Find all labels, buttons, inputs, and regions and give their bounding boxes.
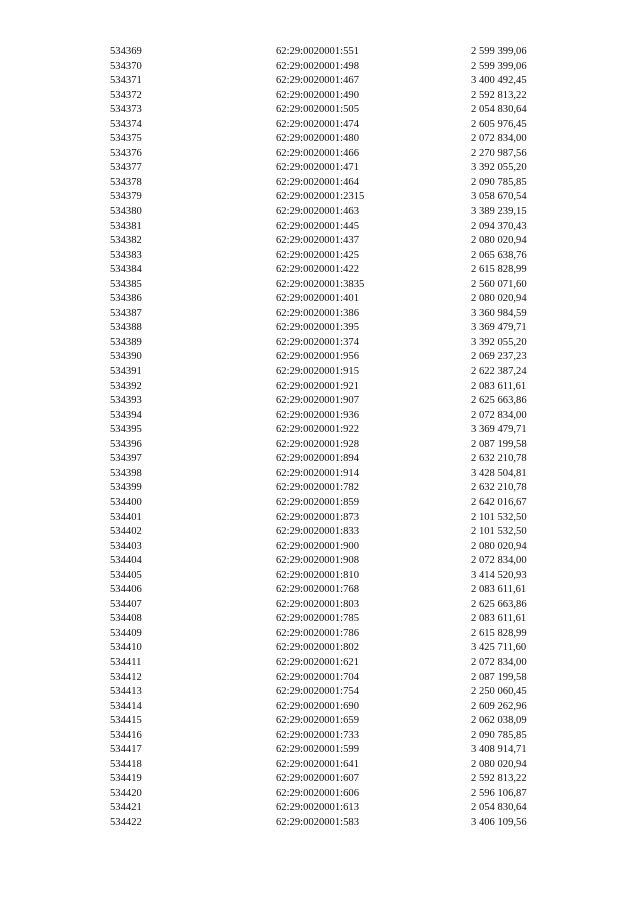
cadastral-number: 62:29:0020001:915 [276, 366, 359, 378]
cadastral-number: 62:29:0020001:908 [276, 555, 359, 567]
row-id: 534379 [110, 191, 142, 203]
cadastral-value: 3 414 520,93 [471, 569, 527, 581]
row-id: 534373 [110, 104, 142, 116]
cadastral-number: 62:29:0020001:498 [276, 60, 359, 72]
cadastral-number: 62:29:0020001:928 [276, 438, 359, 450]
row-id: 534380 [110, 206, 142, 218]
row-id: 534386 [110, 293, 142, 305]
cadastral-number: 62:29:0020001:395 [276, 322, 359, 334]
cadastral-value: 2 632 210,78 [471, 482, 527, 494]
cadastral-value: 2 090 785,85 [471, 176, 527, 188]
table-row [0, 481, 640, 496]
table-row [0, 394, 640, 409]
table-row [0, 220, 640, 235]
cadastral-number: 62:29:0020001:551 [276, 46, 359, 57]
table-row [0, 263, 640, 278]
cadastral-value: 2 101 532,50 [471, 511, 527, 523]
row-id: 534376 [110, 147, 142, 159]
table-row [0, 511, 640, 526]
cadastral-value: 2 083 611,61 [471, 584, 527, 596]
table-row [0, 569, 640, 584]
table-row [0, 554, 640, 569]
table-row [0, 583, 640, 598]
row-id: 534387 [110, 307, 142, 319]
table-row [0, 467, 640, 482]
row-id: 534422 [110, 816, 142, 828]
cadastral-number: 62:29:0020001:445 [276, 220, 359, 232]
cadastral-value: 3 408 914,71 [471, 744, 527, 756]
row-id: 534420 [110, 787, 142, 799]
row-id: 534404 [110, 555, 142, 567]
table-row [0, 496, 640, 511]
cadastral-number: 62:29:0020001:3835 [276, 278, 365, 290]
table-row [0, 190, 640, 205]
cadastral-number: 62:29:0020001:606 [276, 787, 359, 799]
cadastral-number: 62:29:0020001:467 [276, 75, 359, 87]
row-id: 534397 [110, 453, 142, 465]
table-row [0, 292, 640, 307]
table-row [0, 700, 640, 715]
cadastral-number: 62:29:0020001:768 [276, 584, 359, 596]
cadastral-value: 3 392 055,20 [471, 336, 527, 348]
row-id: 534411 [110, 656, 142, 668]
cadastral-value: 2 632 210,78 [471, 453, 527, 465]
row-id: 534375 [110, 133, 142, 145]
row-id: 534413 [110, 686, 142, 698]
cadastral-number: 62:29:0020001:607 [276, 773, 359, 785]
row-id: 534385 [110, 278, 142, 290]
cadastral-number: 62:29:0020001:936 [276, 409, 359, 421]
cadastral-number: 62:29:0020001:437 [276, 235, 359, 247]
table-row [0, 758, 640, 773]
table-row [0, 350, 640, 365]
cadastral-value: 2 054 830,64 [471, 802, 527, 814]
table-row [0, 380, 640, 395]
cadastral-number: 62:29:0020001:921 [276, 380, 359, 392]
table-row [0, 89, 640, 104]
cadastral-number: 62:29:0020001:474 [276, 118, 359, 130]
cadastral-value: 2 599 399,06 [471, 46, 527, 57]
row-id: 534415 [110, 715, 142, 727]
cadastral-number: 62:29:0020001:894 [276, 453, 359, 465]
table-row [0, 671, 640, 686]
row-id: 534374 [110, 118, 142, 130]
table-row [0, 74, 640, 89]
cadastral-value: 3 389 239,15 [471, 206, 527, 218]
table-row [0, 714, 640, 729]
cadastral-number: 62:29:0020001:754 [276, 686, 359, 698]
cadastral-number: 62:29:0020001:873 [276, 511, 359, 523]
cadastral-value: 2 083 611,61 [471, 380, 527, 392]
cadastral-value: 2 072 834,00 [471, 656, 527, 668]
row-id: 534389 [110, 336, 142, 348]
cadastral-value: 2 080 020,94 [471, 758, 527, 770]
table-row [0, 816, 640, 831]
cadastral-number: 62:29:0020001:900 [276, 540, 359, 552]
table-row [0, 365, 640, 380]
cadastral-number: 62:29:0020001:782 [276, 482, 359, 494]
row-id: 534410 [110, 642, 142, 654]
cadastral-number: 62:29:0020001:956 [276, 351, 359, 363]
table-row [0, 641, 640, 656]
table-row [0, 423, 640, 438]
cadastral-value: 3 058 670,54 [471, 191, 527, 203]
cadastral-number: 62:29:0020001:613 [276, 802, 359, 814]
row-id: 534416 [110, 729, 142, 741]
table-row [0, 103, 640, 118]
table-row [0, 307, 640, 322]
cadastral-value: 3 392 055,20 [471, 162, 527, 174]
row-id: 534402 [110, 526, 142, 538]
table-row [0, 743, 640, 758]
table-row [0, 321, 640, 336]
cadastral-number: 62:29:0020001:583 [276, 816, 359, 828]
table-row [0, 60, 640, 75]
cadastral-number: 62:29:0020001:733 [276, 729, 359, 741]
cadastral-value: 2 592 813,22 [471, 773, 527, 785]
cadastral-number: 62:29:0020001:641 [276, 758, 359, 770]
table-row [0, 176, 640, 191]
cadastral-value: 3 369 479,71 [471, 424, 527, 436]
table-row [0, 627, 640, 642]
cadastral-value: 2 625 663,86 [471, 395, 527, 407]
cadastral-value: 2 072 834,00 [471, 409, 527, 421]
table-row [0, 132, 640, 147]
row-id: 534369 [110, 46, 142, 57]
table-row [0, 205, 640, 220]
cadastral-number: 62:29:0020001:786 [276, 627, 359, 639]
table-row [0, 729, 640, 744]
cadastral-number: 62:29:0020001:505 [276, 104, 359, 116]
table-row [0, 278, 640, 293]
cadastral-number: 62:29:0020001:907 [276, 395, 359, 407]
row-id: 534377 [110, 162, 142, 174]
cadastral-number: 62:29:0020001:802 [276, 642, 359, 654]
row-id: 534412 [110, 671, 142, 683]
cadastral-value: 2 054 830,64 [471, 104, 527, 116]
cadastral-value: 2 615 828,99 [471, 264, 527, 276]
table-row [0, 685, 640, 700]
row-id: 534381 [110, 220, 142, 232]
cadastral-number: 62:29:0020001:480 [276, 133, 359, 145]
cadastral-number: 62:29:0020001:374 [276, 336, 359, 348]
table-row [0, 336, 640, 351]
row-id: 534392 [110, 380, 142, 392]
row-id: 534384 [110, 264, 142, 276]
row-id: 534372 [110, 89, 142, 101]
table-row [0, 234, 640, 249]
table-row [0, 147, 640, 162]
cadastral-number: 62:29:0020001:466 [276, 147, 359, 159]
row-id: 534383 [110, 249, 142, 261]
cadastral-number: 62:29:0020001:621 [276, 656, 359, 668]
cadastral-value: 2 080 020,94 [471, 235, 527, 247]
cadastral-value: 2 094 370,43 [471, 220, 527, 232]
table-row [0, 409, 640, 424]
row-id: 534409 [110, 627, 142, 639]
cadastral-value: 2 072 834,00 [471, 555, 527, 567]
cadastral-value: 3 406 109,56 [471, 816, 527, 828]
cadastral-value: 2 270 987,56 [471, 147, 527, 159]
row-id: 534378 [110, 176, 142, 188]
cadastral-value: 2 083 611,61 [471, 613, 527, 625]
table-row [0, 801, 640, 816]
table-row [0, 118, 640, 133]
row-id: 534414 [110, 700, 142, 712]
cadastral-value: 2 072 834,00 [471, 133, 527, 145]
cadastral-value: 2 090 785,85 [471, 729, 527, 741]
cadastral-number: 62:29:0020001:471 [276, 162, 359, 174]
cadastral-number: 62:29:0020001:803 [276, 598, 359, 610]
row-id: 534400 [110, 496, 142, 508]
cadastral-number: 62:29:0020001:386 [276, 307, 359, 319]
cadastral-value: 2 080 020,94 [471, 540, 527, 552]
table-row [0, 452, 640, 467]
cadastral-value: 2 596 106,87 [471, 787, 527, 799]
cadastral-value: 2 615 828,99 [471, 627, 527, 639]
row-id: 534391 [110, 366, 142, 378]
cadastral-number: 62:29:0020001:859 [276, 496, 359, 508]
cadastral-value: 2 609 262,96 [471, 700, 527, 712]
row-id: 534421 [110, 802, 142, 814]
cadastral-value: 2 062 038,09 [471, 715, 527, 727]
row-id: 534405 [110, 569, 142, 581]
cadastral-value: 3 425 711,60 [471, 642, 527, 654]
row-id: 534408 [110, 613, 142, 625]
cadastral-value: 3 369 479,71 [471, 322, 527, 334]
cadastral-value: 3 428 504,81 [471, 467, 527, 479]
table-row [0, 772, 640, 787]
cadastral-number: 62:29:0020001:464 [276, 176, 359, 188]
table-row [0, 540, 640, 555]
cadastral-value: 2 087 199,58 [471, 671, 527, 683]
cadastral-value: 2 625 663,86 [471, 598, 527, 610]
row-id: 534371 [110, 75, 142, 87]
row-id: 534394 [110, 409, 142, 421]
cadastral-number: 62:29:0020001:785 [276, 613, 359, 625]
table-row [0, 525, 640, 540]
table-row [0, 612, 640, 627]
cadastral-number: 62:29:0020001:599 [276, 744, 359, 756]
row-id: 534401 [110, 511, 142, 523]
cadastral-number: 62:29:0020001:690 [276, 700, 359, 712]
cadastral-number: 62:29:0020001:659 [276, 715, 359, 727]
table-row [0, 787, 640, 802]
row-id: 534388 [110, 322, 142, 334]
row-id: 534418 [110, 758, 142, 770]
table-row [0, 438, 640, 453]
row-id: 534396 [110, 438, 142, 450]
cadastral-value: 2 101 532,50 [471, 526, 527, 538]
cadastral-value: 2 592 813,22 [471, 89, 527, 101]
cadastral-number: 62:29:0020001:704 [276, 671, 359, 683]
cadastral-value: 2 622 387,24 [471, 366, 527, 378]
cadastral-number: 62:29:0020001:463 [276, 206, 359, 218]
cadastral-value: 2 065 638,76 [471, 249, 527, 261]
row-id: 534406 [110, 584, 142, 596]
row-id: 534417 [110, 744, 142, 756]
cadastral-value-table [0, 45, 640, 831]
row-id: 534393 [110, 395, 142, 407]
cadastral-number: 62:29:0020001:425 [276, 249, 359, 261]
row-id: 534398 [110, 467, 142, 479]
row-id: 534390 [110, 351, 142, 363]
row-id: 534370 [110, 60, 142, 72]
row-id: 534399 [110, 482, 142, 494]
cadastral-value: 2 560 071,60 [471, 278, 527, 290]
cadastral-number: 62:29:0020001:401 [276, 293, 359, 305]
table-row [0, 656, 640, 671]
table-row [0, 161, 640, 176]
cadastral-number: 62:29:0020001:914 [276, 467, 359, 479]
row-id: 534403 [110, 540, 142, 552]
cadastral-value: 3 360 984,59 [471, 307, 527, 319]
cadastral-value: 2 250 060,45 [471, 686, 527, 698]
table-row [0, 249, 640, 264]
table-row [0, 598, 640, 613]
cadastral-number: 62:29:0020001:922 [276, 424, 359, 436]
row-id: 534419 [110, 773, 142, 785]
table-row [0, 45, 640, 60]
cadastral-number: 62:29:0020001:810 [276, 569, 359, 581]
cadastral-value: 2 069 237,23 [471, 351, 527, 363]
cadastral-number: 62:29:0020001:2315 [276, 191, 365, 203]
cadastral-value: 2 087 199,58 [471, 438, 527, 450]
cadastral-number: 62:29:0020001:833 [276, 526, 359, 538]
cadastral-value: 3 400 492,45 [471, 75, 527, 87]
cadastral-value: 2 605 976,45 [471, 118, 527, 130]
cadastral-value: 2 080 020,94 [471, 293, 527, 305]
cadastral-value: 2 642 016,67 [471, 496, 527, 508]
cadastral-value: 2 599 399,06 [471, 60, 527, 72]
cadastral-number: 62:29:0020001:490 [276, 89, 359, 101]
row-id: 534395 [110, 424, 142, 436]
cadastral-number: 62:29:0020001:422 [276, 264, 359, 276]
row-id: 534407 [110, 598, 142, 610]
row-id: 534382 [110, 235, 142, 247]
